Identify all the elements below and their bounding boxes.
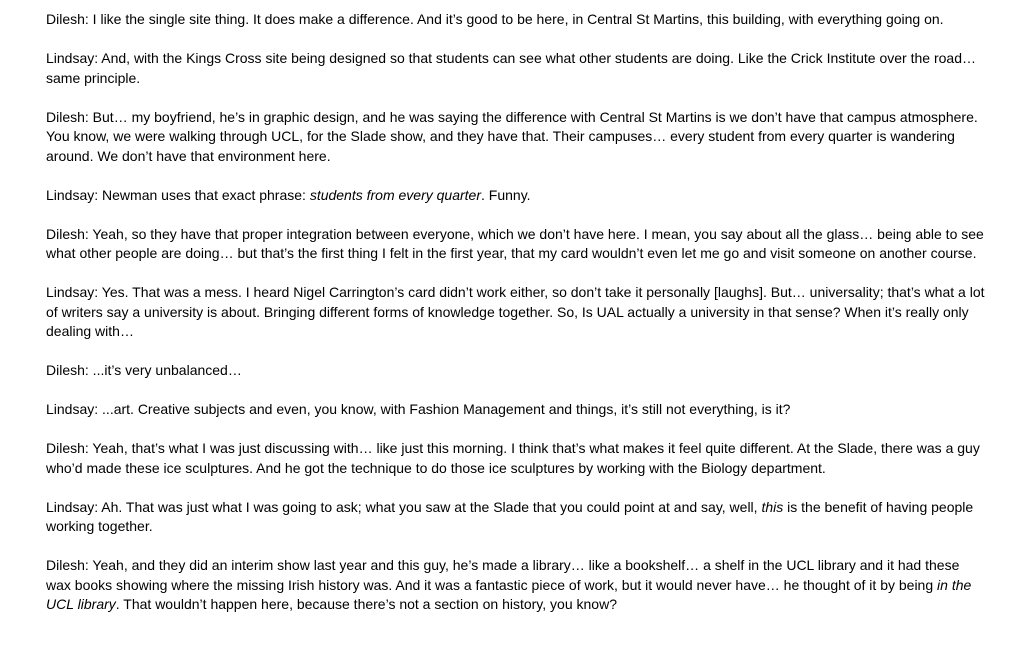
- paragraph-text: Dilesh: I like the single site thing. It does make a difference. And it’s good to be here, in Central St Martins, this building, with everything going on.: [46, 11, 944, 27]
- paragraph: [46, 400, 986, 420]
- paragraph: [46, 439, 986, 478]
- paragraph-text: Dilesh: ...it’s very unbalanced…: [46, 362, 242, 378]
- paragraph-text: Lindsay: Ah. That was just what I was going to ask; what you saw at the Slade that you could point at and say, well,: [46, 498, 762, 515]
- paragraph-text: Lindsay: Newman uses that exact phrase:: [46, 186, 310, 203]
- paragraph-text: Lindsay: ...art. Creative subjects and even, you know, with Fashion Management and things, it’s still not everything, is it?: [46, 401, 791, 417]
- paragraph: [46, 225, 986, 264]
- paragraph-emphasis: this: [761, 498, 784, 515]
- paragraph: [46, 49, 986, 88]
- paragraph-text: Lindsay: And, with the Kings Cross site being designed so that students can see what other students are doing. Like the Crick Institute over the road… same principle.: [46, 50, 976, 86]
- paragraph-text: Dilesh: But… my boyfriend, he’s in graphic design, and he was saying the difference with Central St Martins is we don’t have that campus atmosphere. You know, we were walking through UCL, for the Slade show, and they have that. Their campuses… every student from every quarter is wandering around. We don’t have that environment here.: [46, 108, 978, 164]
- paragraph: [46, 10, 986, 30]
- paragraph: [46, 556, 986, 615]
- paragraph-emphasis: in the UCL library: [46, 576, 972, 612]
- paragraph: [46, 108, 986, 167]
- paragraph-emphasis: students from every quarter: [309, 186, 481, 203]
- paragraph: [46, 186, 986, 206]
- paragraph-text: Dilesh: Yeah, so they have that proper integration between everyone, which we don’t have here. I mean, you say about all the glass… being able to see what other people are doing… but that’s the first thing I felt in the first year, that my card wouldn’t even let me go and visit someone on another course.: [46, 225, 984, 261]
- paragraph: [46, 498, 986, 537]
- paragraph-text: is the benefit of having people working together.: [46, 498, 974, 534]
- paragraph-text: . Funny.: [481, 186, 531, 203]
- paragraph-text: Dilesh: Yeah, that’s what I was just discussing with… like just this morning. I think that’s what makes it feel quite different. At the Slade, there was a guy who’d made these ice sculptures. And he got the technique to do those ice sculptures by working with the Biology department.: [46, 440, 980, 476]
- paragraph: [46, 361, 986, 381]
- paragraph-text: . That wouldn’t happen here, because there’s not a section on history, you know?: [115, 596, 617, 612]
- paragraph: [46, 283, 986, 342]
- paragraph-text: Lindsay: Yes. That was a mess. I heard Nigel Carrington’s card didn’t work either, so don’t take it personally [laughs]. But… universality; that’s what a lot of writers say a university is about. Bringing different forms of knowledge together. So, Is UAL actually a university in that sense? When it’s really only dealing with…: [46, 284, 985, 339]
- paragraph-text: Dilesh: Yeah, and they did an interim show last year and this guy, he’s made a library… like a bookshelf… a shelf in the UCL library and it had these wax books showing where the missing Irish history was. And it was a fantastic piece of work, but it would never have… he thought of it by being: [46, 557, 960, 593]
